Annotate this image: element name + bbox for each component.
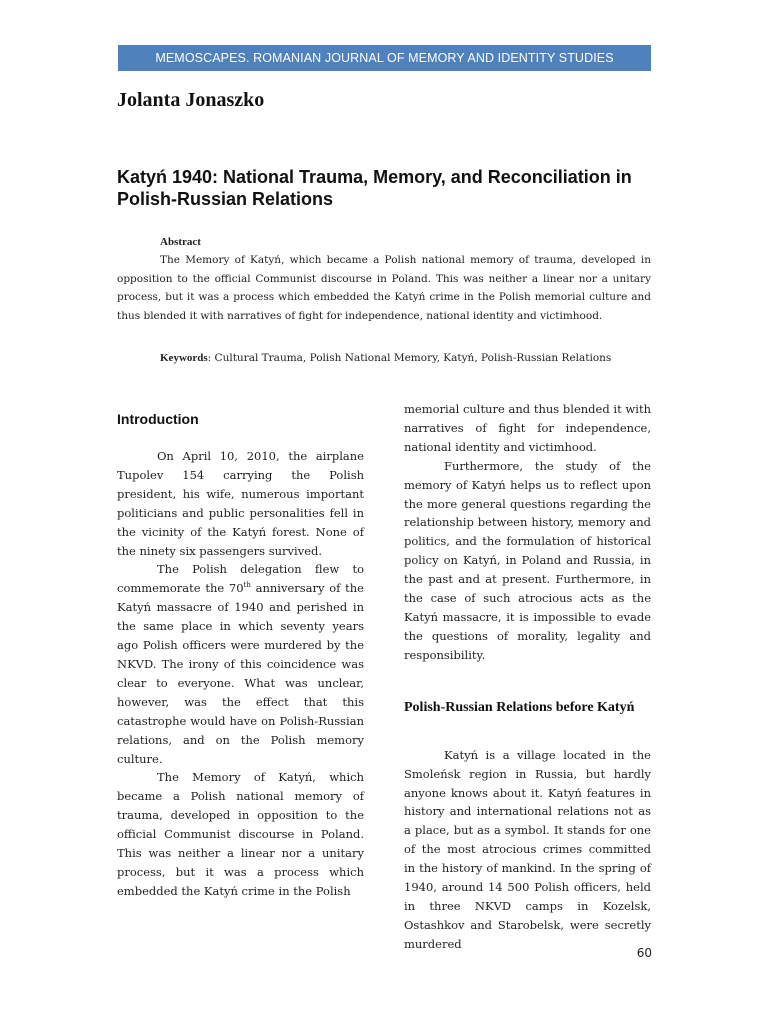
section2-paragraph-1: Katyń is a village located in the Smoleńsk region in Russia, but hardly anyone knows about it. Katyń features in history and international relations not as a place, but as a symbol. It stands for one of the most atrocious crimes committed in the history of mankind. In the spring of 1940, around 14 500 Polish officers, held in three NKVD camps in Kozelsk, Ostashkov and Starobelsk, were secretly murdered (404, 747, 651, 951)
keywords-list: : Cultural Trauma, Polish National Memory, Katyń, Polish-Russian Relations (207, 352, 612, 364)
article-title: Katyń 1940: National Trauma, Memory, and Reconciliation in Polish-Russian Relations (117, 167, 632, 209)
intro-paragraph-2-part-a: The Polish delegation flew to commemorate the 70 (117, 562, 364, 596)
keywords-line (160, 349, 655, 367)
abstract-heading: Abstract (160, 236, 201, 248)
intro-paragraph-4: Furthermore, the study of the memory of Katyń helps us to reflect upon the more general questions regarding the relationship between history, memory and politics, and the formulation of historical policy on Katyń, in Poland and Russia, in the past and at present. Furthermore, in the case of such atrocious acts as the Katyń massacre, it is impossible to evade the questions of morality, legality and responsibility. (404, 458, 651, 662)
journal-title: MEMOSCAPES. ROMANIAN JOURNAL OF MEMORY AND IDENTITY STUDIES (155, 51, 614, 65)
intro-paragraph-2 (117, 560, 364, 768)
page-number: 60 (636, 946, 652, 960)
author-name: Jolanta Jonaszko (117, 89, 265, 111)
left-column (117, 400, 364, 901)
intro-paragraph-2-part-b: anniversary of the Katyń massacre of 1940 and perished in the same place in which seventy years ago Polish officers were murdered by the NKVD. The irony of this coincidence was clear to everyone. What was unclear, however, was the effect that this catastrophe would have on Polish-Russian relations, and on the Polish memory culture. (117, 581, 364, 766)
intro-paragraph-1: On April 10, 2010, the airplane Tupolev 154 carrying the Polish president, his wife, numerous important politicians and public personalities fell in the vicinity of the Katyń forest. None of the ninety six passengers survived. (117, 449, 364, 558)
intro-paragraph-3: The Memory of Katyń, which became a Polish national memory of trauma, developed in opposition to the official Communist discourse in Poland. This was neither a linear nor a unitary process, but it was a process which embedded the Katyń crime in the Polish (117, 770, 364, 898)
ordinal-suffix: th (243, 581, 251, 590)
keywords-label: Keywords (160, 352, 208, 364)
introduction-heading: Introduction (117, 411, 199, 427)
intro-paragraph-3-continued: memorial culture and thus blended it with narratives of fight for independence, national identity and victimhood. (404, 402, 651, 454)
abstract-text: The Memory of Katyń, which became a Polish national memory of trauma, developed in opposition to the official Communist discourse in Poland. This was neither a linear nor a unitary process, but it was a process which embedded the Katyń crime in the Polish memorial culture and thus blended it with narratives of fight for independence, national identity and victimhood. (117, 254, 651, 322)
journal-banner (118, 45, 651, 71)
section-heading-polish-russian-relations: Polish-Russian Relations before Katyń (404, 699, 635, 715)
right-column (404, 400, 651, 954)
